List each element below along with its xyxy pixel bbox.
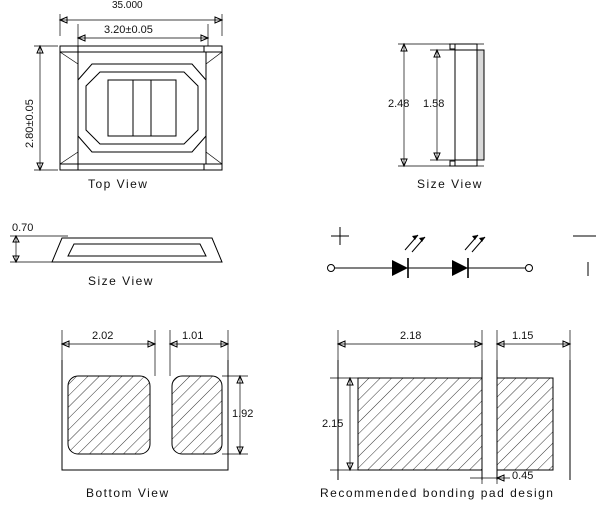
bottom-view-dim-left-pad-width: 2.02	[92, 330, 114, 342]
bonding-pad-caption: Recommended bonding pad design	[320, 486, 555, 500]
bottom-view-dim-right-pad-width: 1.01	[182, 330, 204, 342]
bonding-pad-dim-gap: 0.45	[512, 470, 534, 482]
top-view-dim-outer-width: 35.000	[112, 0, 143, 11]
bonding-pad-dim-pad-height: 2.15	[322, 418, 344, 430]
size-view-right-caption: Size View	[417, 177, 483, 191]
size-view-left-dim-thickness: 0.70	[12, 222, 34, 234]
top-view-dim-height: 2.80±0.05	[24, 99, 36, 148]
top-view-dim-inner-width: 3.20±0.05	[104, 24, 153, 36]
size-view-right-dim-b: 1.58	[423, 98, 445, 110]
top-view-caption: Top View	[88, 177, 149, 191]
size-view-right-dim-a: 2.48	[388, 98, 410, 110]
bonding-pad-dim-left-pad-width: 2.18	[400, 330, 422, 342]
bottom-view-dim-pad-height: 1.92	[232, 408, 254, 420]
bottom-view-caption: Bottom View	[86, 486, 170, 500]
size-view-left-caption: Size View	[88, 274, 154, 288]
bonding-pad-dim-right-pad-width: 1.15	[512, 330, 534, 342]
